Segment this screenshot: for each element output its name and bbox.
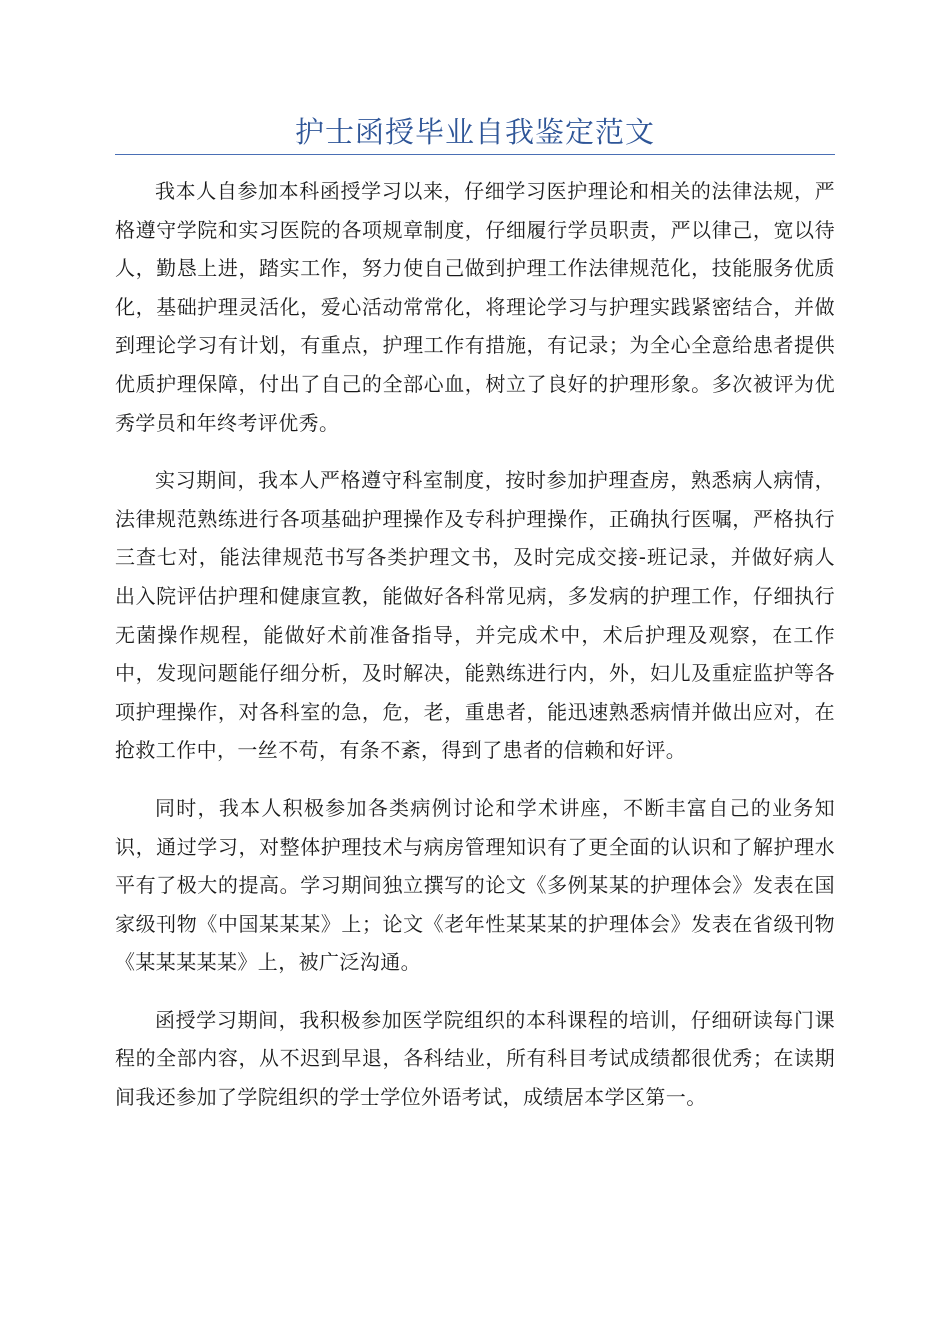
title-underline — [115, 154, 835, 155]
document-body — [115, 172, 835, 1136]
paragraph-1: 我本人自参加本科函授学习以来，仔细学习医护理论和相关的法律法规，严格遵守学院和实习医院的各项规章制度，仔细履行学员职责，严以律己，宽以待人，勤恳上进，踏实工作，努力使自己做到护理工作法律规范化，技能服务优质化，基础护理灵活化，爱心活动常常化，将理论学习与护理实践紧密结合，并做到理论学习有计划，有重点，护理工作有措施，有记录；为全心全意给患者提供优质护理保障，付出了自己的全部心血，树立了良好的护理形象。多次被评为优秀学员和年终考评优秀。 — [115, 179, 835, 435]
paragraph-3: 同时，我本人积极参加各类病例讨论和学术讲座，不断丰富自己的业务知识，通过学习，对整体护理技术与病房管理知识有了更全面的认识和了解护理水平有了极大的提高。学习期间独立撰写的论文《多例某某的护理体会》发表在国家级刊物《中国某某某》上；论文《老年性某某某的护理体会》发表在省级刊物《某某某某某》上，被广泛沟通。 — [115, 795, 835, 975]
paragraph-2: 实习期间，我本人严格遵守科室制度，按时参加护理查房，熟悉病人病情，法律规范熟练进行各项基础护理操作及专科护理操作，正确执行医嘱，严格执行三查七对，能法律规范书写各类护理文书，及时完成交接-班记录，并做好病人出入院评估护理和健康宣教，能做好各科常见病，多发病的护理工作，仔细执行无菌操作规程，能做好术前准备指导，并完成术中，术后护理及观察，在工作中，发现问题能仔细分析，及时解决，能熟练进行内，外，妇儿及重症监护等各项护理操作，对各科室的急，危，老，重患者，能迅速熟悉病情并做出应对，在抢救工作中，一丝不苟，有条不紊，得到了患者的信赖和好评。 — [115, 468, 835, 763]
document-title: 护士函授毕业自我鉴定范文 — [294, 115, 655, 149]
paragraph-4: 函授学习期间，我积极参加医学院组织的本科课程的培训，仔细研读每门课程的全部内容，从不迟到早退，各科结业，所有科目考试成绩都很优秀；在读期间我还参加了学院组织的学士学位外语考试，成绩居本学区第一。 — [115, 1007, 835, 1110]
